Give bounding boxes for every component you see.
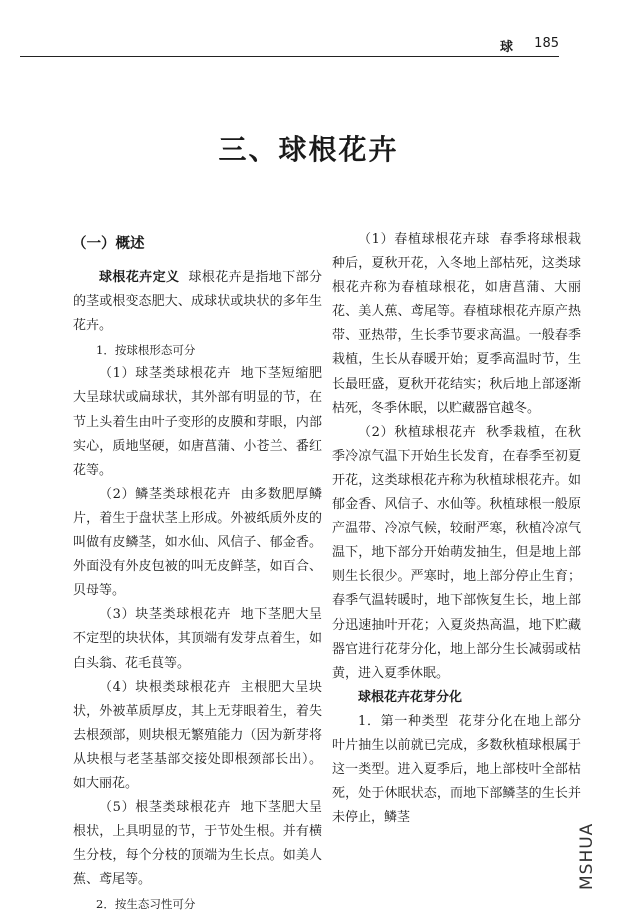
item-text: 地下茎肥大呈不定型的块状体，其顶端有发芽点着生，如白头翁、花毛茛等。 — [73, 607, 322, 671]
item-text: 主根肥大呈块状，外被革质厚皮，其上无芽眼着生，着失去根颈部，则块根无繁殖能力（因为新芽将从块根与老茎基部交接处即根颈部长出）。如大丽花。 — [73, 679, 322, 791]
running-header — [20, 34, 559, 57]
item-text: 地下茎肥大呈根状，上具明显的节，于节处生根。并有横生分枝，每个分枝的顶端为生长点。如美人蕉、鸢尾等。 — [73, 800, 322, 888]
definition-label: 球根花卉定义 — [99, 270, 180, 285]
subheading-morphology: 1．按球根形态可分 — [96, 343, 196, 358]
item-text: 春季将球根栽种后，夏秋开花，入冬地上部枯死，这类球根花卉称为春植球根花，如唐菖蒲、大丽花、美人蕉、鸢尾等。春植球根花卉原产热带、亚热带，生长季节要求高温。一般春季栽植，生长从春暖开始；夏季高温时节，生长最旺盛，夏秋开花结实；秋后地上部逐渐枯死，冬季休眠，以贮藏器官越冬。 — [332, 232, 581, 416]
paragraph-item — [73, 796, 322, 892]
right-column — [332, 228, 581, 830]
item-label: （4）块根类球根花卉 — [99, 679, 231, 695]
page-number: 185 — [534, 36, 559, 51]
item-label: （3）块茎类球根花卉 — [99, 607, 231, 623]
paragraph-item — [73, 362, 322, 482]
subheading-ecology: 2．按生态习性可分 — [96, 897, 196, 912]
item-text: 由多数肥厚鳞片，着生于盘状茎上形成。外被纸质外皮的叫做有皮鳞茎，如水仙、风信子、郁金香。外面没有外皮包被的叫无皮鲜茎，如百合、贝母等。 — [73, 486, 322, 599]
section-heading: （一）概述 — [72, 236, 145, 252]
bud-differentiation-heading: 球根花卉花芽分化 — [358, 689, 463, 705]
paragraph-item — [332, 421, 581, 686]
item-text: 花芽分化在地上部分叶片抽生以前就已完成，多数秋植球根属于这一类型。进入夏季后，地上部枝叶全部枯死，处于休眠状态，而地下部鳞茎的生长并未停止，鳞茎 — [332, 713, 581, 826]
item-label: （2）秋植球根花卉 — [358, 424, 477, 440]
paragraph-item — [332, 228, 581, 421]
header-chapter: 球 — [499, 40, 513, 55]
item-label: 1．第一种类型 — [358, 713, 449, 729]
paragraph-item — [332, 710, 581, 830]
item-label: （1）春植球根花卉球 — [358, 232, 490, 247]
item-label: （5）根茎类球根花卉 — [99, 800, 231, 816]
paragraph-item — [73, 603, 322, 675]
left-column — [73, 228, 322, 917]
item-label: （2）鳞茎类球根花卉 — [99, 486, 231, 502]
item-label: （1）球茎类球根花卉 — [99, 366, 231, 382]
page-title: 三、球根花卉 — [218, 133, 399, 166]
item-text: 地下茎短缩肥大呈球状或扁球状，其外部有明显的节，在节上头着生由叶子变形的皮膜和芽眼，内部实心，质地坚硬，如唐菖蒲、小苍兰、番红花等。 — [73, 366, 322, 478]
paragraph-item — [73, 676, 322, 796]
item-text: 秋季栽植，在秋季冷凉气温下开始生长发育，在春季至初夏开花，这类球根花卉称为秋植球根花卉。如郁金香、风信子、水仙等。秋植球根一般原产温带、冷凉气候，较耐严寒，秋植冷凉气温下，地下部分开始萌发抽生，但是地上部则生长很少。严寒时，地上部分停止生育；春季气温转暖时，地下部恢复生长，地上部分迅速抽叶开花；入夏炎热高温，地下贮藏器官进行花芽分化，地上部分生长减弱或枯黄，进入夏季休眠。 — [332, 424, 581, 681]
paragraph-item — [73, 483, 322, 603]
definition-paragraph — [73, 266, 322, 338]
definition-text: 球根花卉是指地下部分的茎或根变态肥大、成球状或块状的多年生花卉。 — [73, 270, 322, 334]
watermark: MSHUA — [577, 822, 597, 890]
